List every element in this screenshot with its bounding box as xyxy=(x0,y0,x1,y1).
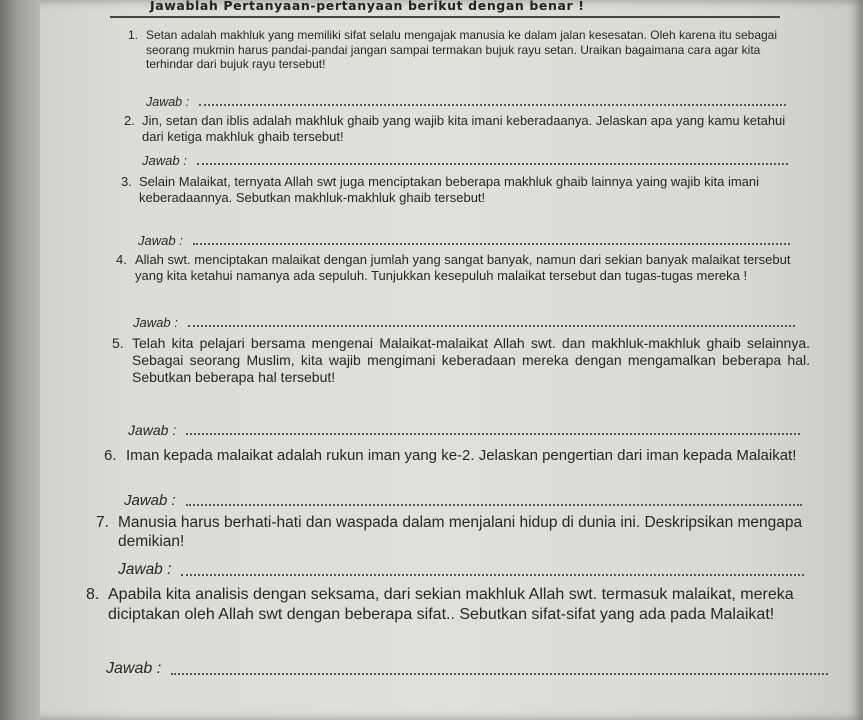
answer-dots xyxy=(181,573,804,576)
question-number: 8. xyxy=(86,586,100,603)
answer-line-8[interactable] xyxy=(106,660,828,678)
question-number: 5. xyxy=(112,335,124,351)
question-text: Iman kepada malaikat adalah rukun iman yang ke-2. Jelaskan pengertian dari iman kepada Malaikat! xyxy=(126,447,797,464)
book-spine xyxy=(0,0,40,720)
answer-dots xyxy=(188,324,795,327)
answer-line-6[interactable] xyxy=(124,492,802,509)
answer-line-5[interactable] xyxy=(128,422,800,438)
question-text: Apabila kita analisis dengan seksama, dari sekian makhluk Allah swt. termasuk malaikat, mereka diciptakan oleh Allah swt dengan beberapa sifat.. Sebutkan sifat-sifat yang ada pada Malaikat! xyxy=(108,586,794,623)
answer-dots xyxy=(193,242,790,245)
answer-line-4[interactable] xyxy=(133,315,795,330)
answer-line-1[interactable] xyxy=(146,95,786,109)
question-number: 6. xyxy=(104,447,117,464)
worksheet-heading: Jawablah Pertanyaan-pertanyaan berikut dengan benar ! xyxy=(150,0,585,13)
answer-dots xyxy=(171,672,828,675)
question-text: Selain Malaikat, ternyata Allah swt juga menciptakan beberapa makhluk ghaib lainnya yaing wajib kita imani keberadaannya. Sebutkan makhluk-makhluk ghaib tersebut! xyxy=(139,174,760,205)
question-text: Setan adalah makhluk yang memiliki sifat selalu mengajak manusia ke dalam jalan kesesatan. Oleh karena itu sebagai seorang mukmin harus pandai-pandai jangan sampai termakan bujuk rayu setan. Uraikan bagaimana cara agar kita terhindar dari bujuk rayu tersebut! xyxy=(146,28,778,72)
question-text: Manusia harus berhati-hati dan waspada dalam menjalani hidup di dunia ini. Deskripsikan mengapa demikian! xyxy=(118,514,803,550)
answer-line-3[interactable] xyxy=(138,233,790,248)
answer-dots xyxy=(186,503,802,506)
answer-label: Jawab : xyxy=(118,561,172,578)
answer-label: Jawab : xyxy=(124,492,176,509)
answer-label: Jawab : xyxy=(133,315,178,330)
answer-dots xyxy=(197,162,788,165)
question-text: Allah swt. menciptakan malaikat dengan jumlah yang sangat banyak, namun dari sekian banyak malaikat tersebut yang kita ketahui namanya ada sepuluh. Tunjukkan kesepuluh malaikat tersebut dan tugas-tugas mereka ! xyxy=(135,252,791,283)
question-text: Jin, setan dan iblis adalah makhluk ghaib yang wajib kita imani keberadaanya. Jelaskan apa yang kamu ketahui dari ketiga makhluk ghaib tersebut! xyxy=(142,113,786,144)
answer-label: Jawab : xyxy=(146,95,190,109)
question-number: 1. xyxy=(128,28,139,42)
heading-underline xyxy=(110,16,780,18)
answer-label: Jawab : xyxy=(128,422,177,438)
answer-line-2[interactable] xyxy=(142,153,788,168)
question-text: Telah kita pelajari bersama mengenai Malaikat-malaikat Allah swt. dan makhluk-makhluk ghaib selainnya. Sebagai seorang Muslim, kita wajib mengimani keberadaan mereka dengan mengamalkan beberapa hal. Sebutkan beberapa hal tersebut! xyxy=(132,335,810,386)
answer-label: Jawab : xyxy=(106,660,162,677)
answer-line-7[interactable] xyxy=(118,561,804,579)
question-number: 3. xyxy=(121,174,132,189)
question-number: 4. xyxy=(116,252,127,267)
question-number: 7. xyxy=(96,514,109,531)
answer-label: Jawab : xyxy=(138,233,183,248)
answer-dots xyxy=(199,103,786,106)
answer-dots xyxy=(186,432,800,435)
answer-label: Jawab : xyxy=(142,153,187,168)
question-number: 2. xyxy=(124,113,135,128)
